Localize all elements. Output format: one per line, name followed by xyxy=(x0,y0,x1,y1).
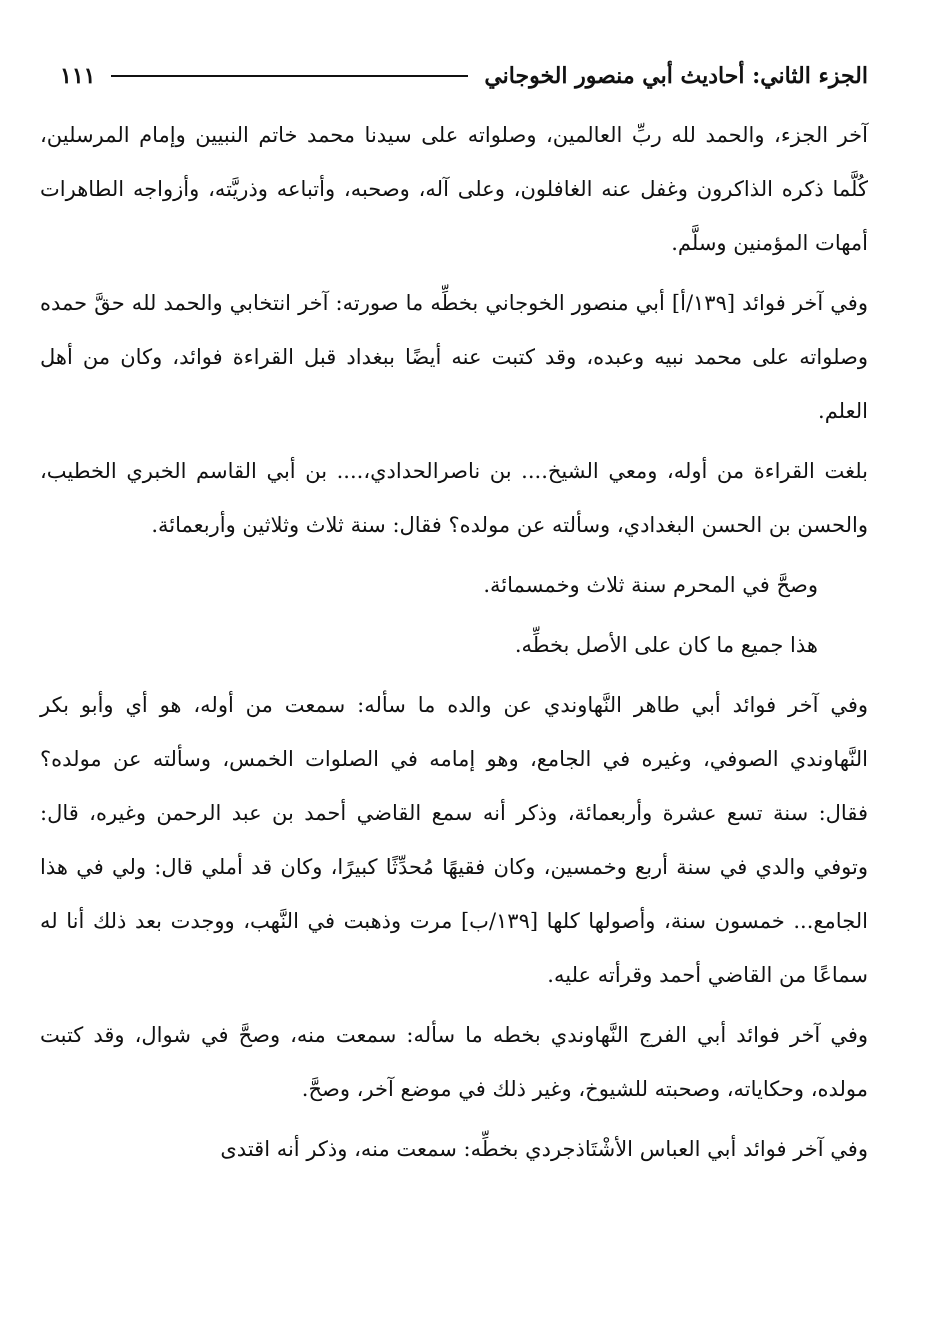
page-body xyxy=(40,108,868,1182)
paragraph-8: وفي آخر فوائد أبي العباس الأشْتَاذجردي بخطِّه: سمعت منه، وذكر أنه اقتدى xyxy=(220,1137,868,1161)
paragraph-1: آخر الجزء، والحمد لله ربِّ العالمين، وصلواته على سيدنا محمد خاتم النبيين وإمام المرسلين، كُلَّما ذكره الذاكرون وغفل عنه الغافلون، وعلى آله، وصحبه، وأتباعه وذريَّته، وأزواجه الطاهرات أمهات المؤمنين وسلَّم. xyxy=(40,123,868,255)
paragraph-5: هذا جميع ما كان على الأصل بخطِّه. xyxy=(514,633,818,657)
paragraph-3: بلغت القراءة من أوله، ومعي الشيخ.... بن ناصرالحدادي،.... بن أبي القاسم الخبري الخطيب، والحسن بن الحسن البغدادي، وسألته عن مولده؟ فقال: سنة ثلاث وثلاثين وأربعمائة. xyxy=(40,459,868,537)
header-title: الجزء الثاني: أحاديث أبي منصور الخوجاني xyxy=(484,63,868,89)
page-number: ١١١ xyxy=(60,63,96,89)
paragraph-6: وفي آخر فوائد أبي طاهر النَّهاوندي عن والده ما سأله: سمعت من أوله، هو أي وأبو بكر النَّهاوندي الصوفي، وغيره في الجامع، وهو إمامه في الصلوات الخمس، وسألته عن مولده؟ فقال: سنة تسع عشرة وأربعمائة، وذكر أنه سمع القاضي أحمد بن عبد الرحمن وغيره، قال: وتوفي والدي في سنة أربع وخمسين، وكان فقيهًا مُحدِّثًا كبيرًا، وكان قد أملي قال: ولي في هذا الجامع... خمسون سنة، وأصولها كلها [١٣٩/ب] مرت وذهبت في النَّهب، ووجدت بعد ذلك أنا له سماعًا من القاضي أحمد وقرأته عليه. xyxy=(40,693,868,987)
paragraph-2: وفي آخر فوائد [١٣٩/أ] أبي منصور الخوجاني بخطِّه ما صورته: آخر انتخابي والحمد لله حقَّ حمده وصلواته على محمد نبيه وعبده، وقد كتبت عنه أيضًا ببغداد قبل القراءة فوائد، وكان من أهل العلم. xyxy=(40,291,868,423)
running-header xyxy=(60,60,868,92)
header-rule xyxy=(111,75,468,77)
paragraph-4: وصحَّ في المحرم سنة ثلاث وخمسمائة. xyxy=(483,573,818,597)
paragraph-7: وفي آخر فوائد أبي الفرج النَّهاوندي بخطه ما سأله: سمعت منه، وصحَّ في شوال، وقد كتبت مولده، وحكاياته، وصحبته للشيوخ، وغير ذلك في موضع آخر، وصحَّ. xyxy=(40,1023,868,1101)
